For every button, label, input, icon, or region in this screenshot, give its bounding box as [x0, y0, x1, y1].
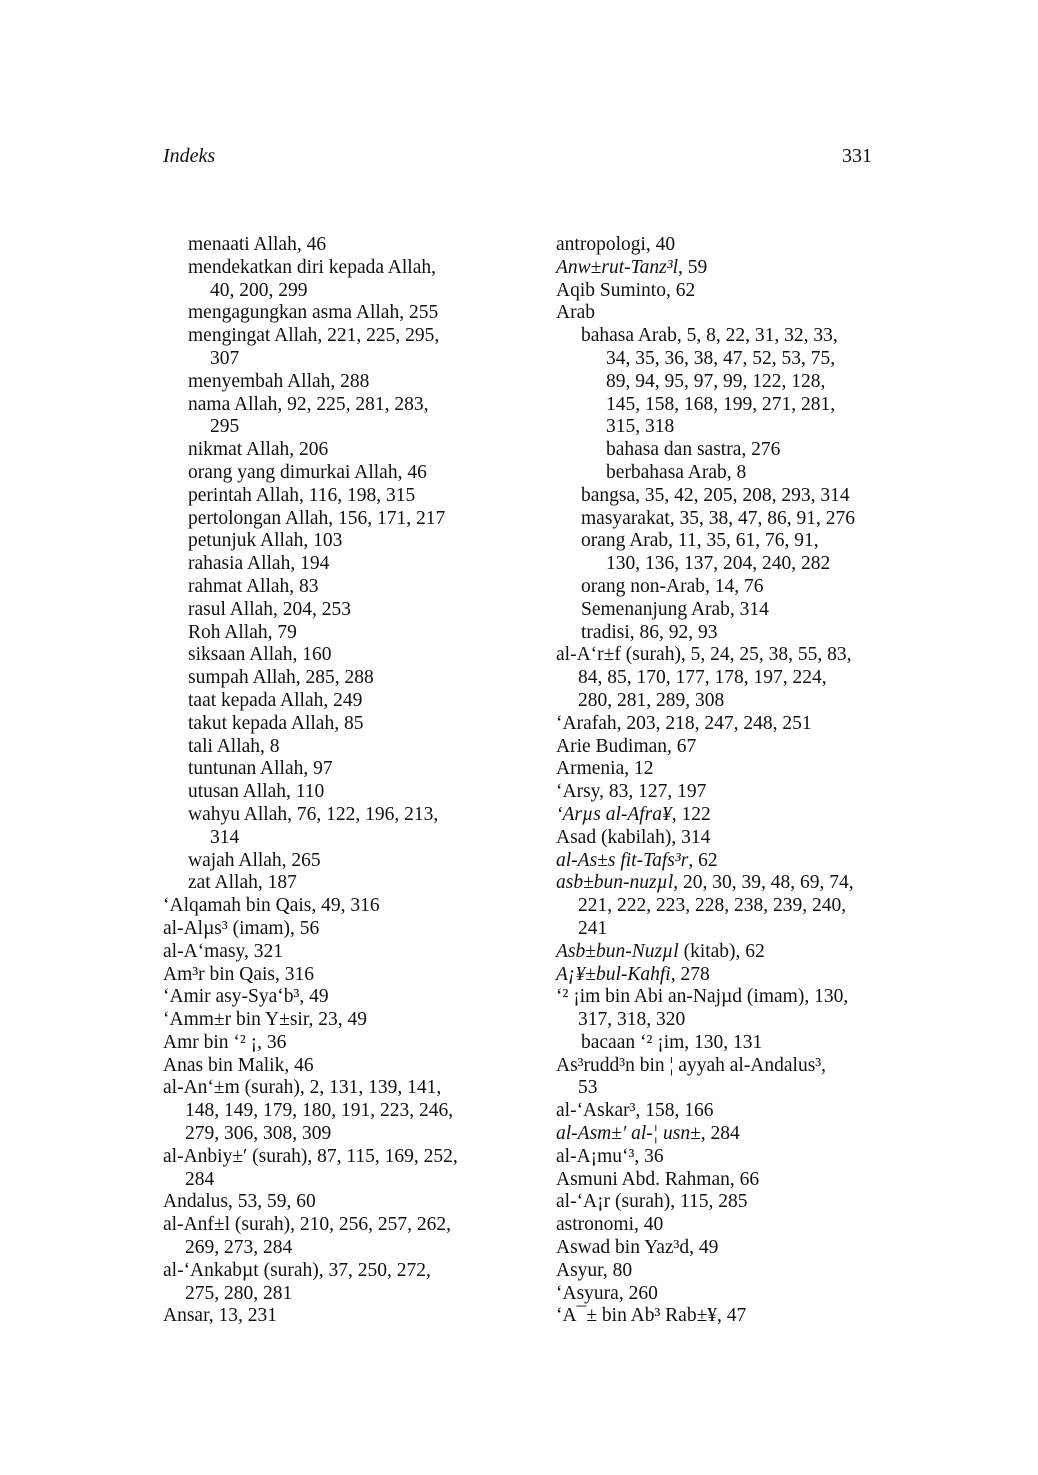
index-entry: zat Allah, 187: [188, 872, 297, 894]
index-entry-title: ‘Arµs al-Afra¥: [556, 803, 672, 825]
index-entry: takut kepada Allah, 85: [188, 712, 364, 734]
index-entry: [556, 964, 916, 987]
running-head: Indeks: [163, 145, 216, 167]
index-entry: Arie Budiman, 67: [556, 735, 697, 757]
index-entry: al-‘Ankabµt (surah), 37, 250, 272,: [163, 1259, 431, 1281]
index-entry: 269, 273, 284: [185, 1237, 293, 1259]
index-entry: 295: [210, 416, 240, 438]
index-entry: bacaan ‘² ¡im, 130, 131: [581, 1031, 763, 1053]
index-entry: 275, 280, 281: [185, 1282, 293, 1304]
index-entry-pages: , 278: [670, 963, 710, 985]
index-entry: 84, 85, 170, 177, 178, 197, 224,: [578, 667, 827, 689]
index-entry: wahyu Allah, 76, 122, 196, 213,: [188, 803, 439, 825]
index-entry: nikmat Allah, 206: [188, 439, 329, 461]
index-entry: menaati Allah, 46: [188, 234, 327, 255]
index-entry: orang non-Arab, 14, 76: [581, 575, 764, 597]
index-entry: ‘Amm±r bin Y±sir, 23, 49: [163, 1009, 368, 1031]
page-number: 331: [842, 145, 872, 167]
index-entry: al-Anf±l (surah), 210, 256, 257, 262,: [163, 1214, 451, 1236]
index-entry: astronomi, 40: [556, 1214, 664, 1236]
index-entry: 314: [210, 826, 240, 848]
index-entry: [556, 804, 916, 827]
index-entry: ‘A¯± bin Ab³ Rab±¥, 47: [556, 1305, 747, 1327]
index-entry: 284: [185, 1168, 215, 1190]
index-entry-title: asb±bun-nuzµl: [556, 872, 674, 894]
index-entry-title: A¡¥±bul-Kahfi: [556, 963, 671, 985]
index-entry: 130, 136, 137, 204, 240, 282: [606, 553, 831, 575]
index-entry: Semenanjung Arab, 314: [581, 598, 769, 620]
index-entry: 241: [578, 917, 608, 939]
index-entry: Amr bin ‘² ¡, 36: [163, 1031, 287, 1053]
index-entry: Aqib Suminto, 62: [556, 279, 696, 301]
index-entry-pages: , 62: [688, 849, 718, 871]
index-entry: tradisi, 86, 92, 93: [581, 621, 718, 643]
index-entry: 279, 306, 308, 309: [185, 1123, 332, 1145]
index-entry-title: al-Asm±′ al-¦ usn±: [556, 1123, 701, 1145]
index-entry: ‘Alqamah bin Qais, 49, 316: [163, 895, 380, 917]
index-entry: berbahasa Arab, 8: [606, 461, 747, 483]
index-entry-title: Asb±bun-Nuzµl: [556, 940, 679, 962]
index-entry: As³rudd³n bin ¦ ayyah al-Andalus³,: [556, 1054, 827, 1076]
index-entry: Andalus, 53, 59, 60: [163, 1191, 316, 1213]
index-entry: [556, 872, 916, 895]
index-entry: 53: [578, 1077, 598, 1099]
index-column-left: [163, 234, 523, 1328]
index-entry-title: al-As±s fit-Tafs³r: [556, 849, 689, 871]
index-entry-pages: , 20, 30, 39, 48, 69, 74,: [673, 872, 854, 894]
index-entry: Aswad bin Yaz³d, 49: [556, 1237, 719, 1259]
index-entry: nama Allah, 92, 225, 281, 283,: [188, 393, 429, 415]
index-entry: mengagungkan asma Allah, 255: [188, 302, 439, 324]
index-entry: rahasia Allah, 194: [188, 553, 330, 575]
index-entry: rasul Allah, 204, 253: [188, 598, 352, 620]
index-entry: ‘² ¡im bin Abi an-Najµd (imam), 130,: [556, 986, 849, 1008]
index-entry: al-‘Askar³, 158, 166: [556, 1100, 714, 1122]
index-entry: al-A‘masy, 321: [163, 940, 284, 962]
index-entry: ‘Amir asy-Sya‘b³, 49: [163, 986, 329, 1008]
index-entry-pages: , 284: [700, 1123, 740, 1145]
index-entry: Armenia, 12: [556, 758, 654, 780]
index-entry: siksaan Allah, 160: [188, 644, 332, 666]
index-entry-title: Anw±rut-Tanz³l: [556, 256, 679, 278]
index-entry: rahmat Allah, 83: [188, 575, 319, 597]
index-entry: al-Anbiy±′ (surah), 87, 115, 169, 252,: [163, 1145, 458, 1167]
index-entry: bahasa dan sastra, 276: [606, 439, 781, 461]
index-entry: Anas bin Malik, 46: [163, 1054, 314, 1076]
index-entry-pages: (kitab), 62: [678, 940, 765, 962]
index-entry: [556, 941, 916, 964]
index-entry: mengingat Allah, 221, 225, 295,: [188, 325, 440, 347]
index-entry: petunjuk Allah, 103: [188, 530, 343, 552]
index-entry: bangsa, 35, 42, 205, 208, 293, 314: [581, 484, 850, 506]
index-entry: pertolongan Allah, 156, 171, 217: [188, 507, 446, 529]
index-entry: ‘Asyura, 260: [556, 1282, 658, 1304]
index-entry: al-An‘±m (surah), 2, 131, 139, 141,: [163, 1077, 442, 1099]
index-entry: tuntunan Allah, 97: [188, 758, 333, 780]
index-entry-pages: , 59: [678, 256, 708, 278]
index-entry: Ansar, 13, 231: [163, 1305, 278, 1327]
index-entry: Asad (kabilah), 314: [556, 826, 711, 848]
index-entry: 307: [210, 347, 240, 369]
index-column-right: [556, 234, 916, 1328]
index-entry-pages: , 122: [671, 803, 711, 825]
index-entry: utusan Allah, 110: [188, 781, 325, 803]
index-entry: Asyur, 80: [556, 1259, 633, 1281]
index-entry: masyarakat, 35, 38, 47, 86, 91, 276: [581, 507, 856, 529]
index-entry: [556, 850, 916, 873]
index-entry: 148, 149, 179, 180, 191, 223, 246,: [185, 1100, 454, 1122]
index-entry: 145, 158, 168, 199, 271, 281,: [606, 393, 836, 415]
index-entry: 89, 94, 95, 97, 99, 122, 128,: [606, 370, 826, 392]
index-entry: 221, 222, 223, 228, 238, 239, 240,: [578, 895, 847, 917]
index-entry: tali Allah, 8: [188, 735, 280, 757]
index-entry: orang yang dimurkai Allah, 46: [188, 461, 427, 483]
index-entry: sumpah Allah, 285, 288: [188, 667, 374, 689]
index-entry: al-A‘r±f (surah), 5, 24, 25, 38, 55, 83,: [556, 644, 852, 666]
index-entry: ‘Arsy, 83, 127, 197: [556, 781, 707, 803]
index-entry: antropologi, 40: [556, 234, 676, 255]
index-entry: perintah Allah, 116, 198, 315: [188, 484, 416, 506]
index-entry: wajah Allah, 265: [188, 849, 321, 871]
index-entry: bahasa Arab, 5, 8, 22, 31, 32, 33,: [581, 325, 838, 347]
index-entry: mendekatkan diri kepada Allah,: [188, 256, 436, 278]
index-entry: Asmuni Abd. Rahman, 66: [556, 1168, 760, 1190]
index-entry: 280, 281, 289, 308: [578, 689, 725, 711]
index-entry: 315, 318: [606, 416, 675, 438]
index-entry: al-Alµs³ (imam), 56: [163, 917, 320, 939]
index-entry: Roh Allah, 79: [188, 621, 297, 643]
index-entry: Am³r bin Qais, 316: [163, 963, 315, 985]
index-entry: al-‘A¡r (surah), 115, 285: [556, 1191, 748, 1213]
index-entry: taat kepada Allah, 249: [188, 689, 363, 711]
index-entry: 317, 318, 320: [578, 1009, 686, 1031]
index-entry: Arab: [556, 302, 595, 324]
index-entry: 34, 35, 36, 38, 47, 52, 53, 75,: [606, 347, 836, 369]
index-entry: [556, 257, 916, 280]
index-entry: ‘Arafah, 203, 218, 247, 248, 251: [556, 712, 812, 734]
index-entry: al-A¡mu‘³, 36: [556, 1145, 664, 1167]
index-entry: menyembah Allah, 288: [188, 370, 370, 392]
index-entry: orang Arab, 11, 35, 61, 76, 91,: [581, 530, 819, 552]
index-entry: [556, 1123, 916, 1146]
index-entry: 40, 200, 299: [210, 279, 308, 301]
